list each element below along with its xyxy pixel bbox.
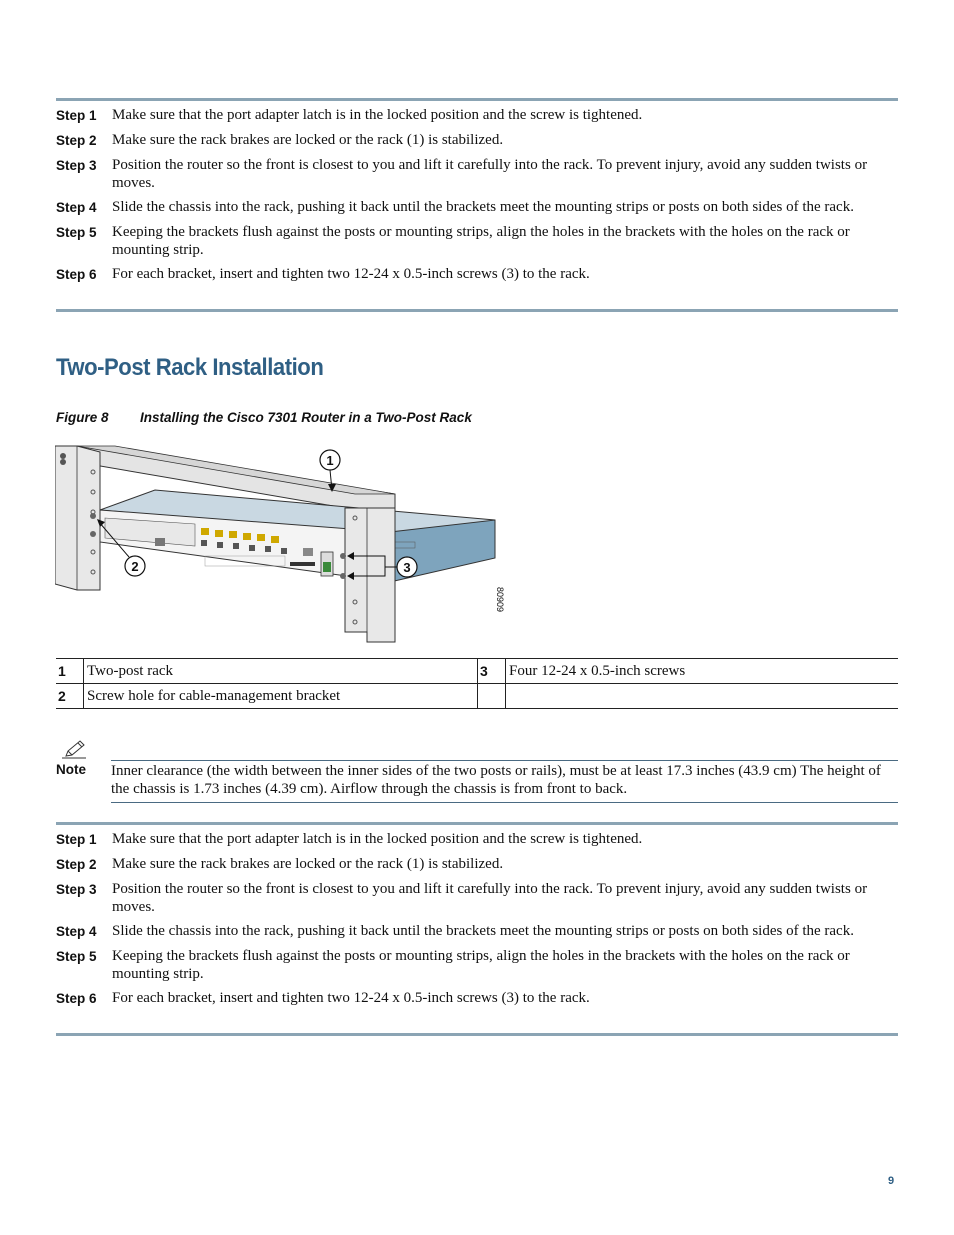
step-text: Make sure the rack brakes are locked or the rack (1) is stabilized. <box>112 856 504 872</box>
table-row <box>56 684 898 709</box>
step-label: Step 2 <box>56 857 97 872</box>
procedure-top-rule <box>56 98 898 101</box>
step-label: Step 1 <box>56 108 97 123</box>
note-bottom-rule <box>111 802 898 803</box>
step-row <box>56 106 898 125</box>
step-label: Step 6 <box>56 991 97 1006</box>
step-label: Step 1 <box>56 832 97 847</box>
procedure-bottom-rule <box>56 309 898 312</box>
step-text: Position the router so the front is closest to you and lift it carefully into the rack. To prevent injury, avoid any sudden twists or moves. <box>112 157 868 191</box>
procedure-bottom-rule <box>56 1033 898 1036</box>
step-text: Keeping the brackets flush against the posts or mounting strips, align the holes in the brackets with the holes on the rack or mounting strip. <box>112 224 850 258</box>
step-text: Make sure that the port adapter latch is in the locked position and the screw is tightened. <box>112 107 643 123</box>
procedure-steps-bottom <box>56 830 898 1014</box>
callout-2-label: 2 <box>131 559 139 574</box>
step-row <box>56 198 898 217</box>
step-row <box>56 922 898 941</box>
legend-number: 2 <box>56 684 84 709</box>
procedure-steps-top <box>56 106 898 290</box>
procedure-top-rule <box>56 822 898 825</box>
step-row <box>56 223 898 259</box>
step-label: Step 4 <box>56 924 97 939</box>
step-row <box>56 880 898 916</box>
legend-description: Four 12-24 x 0.5-inch screws <box>506 659 899 684</box>
legend-description <box>506 684 899 709</box>
section-title: Two-Post Rack Installation <box>56 354 324 381</box>
table-row <box>56 659 898 684</box>
step-text: Make sure the rack brakes are locked or the rack (1) is stabilized. <box>112 132 504 148</box>
note-top-rule <box>111 760 898 761</box>
callout-3-label: 3 <box>403 560 411 575</box>
step-text: Slide the chassis into the rack, pushing it back until the brackets meet the mounting strips or posts on both sides of the rack. <box>112 199 854 215</box>
step-label: Step 6 <box>56 267 97 282</box>
legend-number: 3 <box>478 659 506 684</box>
step-text: Position the router so the front is closest to you and lift it carefully into the rack. To prevent injury, avoid any sudden twists or moves. <box>112 881 868 915</box>
step-row <box>56 947 898 983</box>
step-text: Make sure that the port adapter latch is in the locked position and the screw is tightened. <box>112 831 643 847</box>
step-label: Step 5 <box>56 225 97 240</box>
figure-caption <box>56 410 472 425</box>
legend-description: Screw hole for cable-management bracket <box>84 684 478 709</box>
step-row <box>56 265 898 284</box>
step-label: Step 3 <box>56 882 97 897</box>
step-row <box>56 830 898 849</box>
step-text: For each bracket, insert and tighten two 12-24 x 0.5-inch screws (3) to the rack. <box>112 266 590 282</box>
legend-number <box>478 684 506 709</box>
figure-number: Figure 8 <box>56 410 109 425</box>
pencil-icon <box>62 740 86 760</box>
step-row <box>56 131 898 150</box>
step-row <box>56 156 898 192</box>
note-label: Note <box>56 762 86 777</box>
step-row <box>56 855 898 874</box>
step-text: For each bracket, insert and tighten two 12-24 x 0.5-inch screws (3) to the rack. <box>112 990 590 1006</box>
page-number: 9 <box>888 1175 895 1187</box>
legend-number: 1 <box>56 659 84 684</box>
step-label: Step 4 <box>56 200 97 215</box>
step-label: Step 5 <box>56 949 97 964</box>
step-label: Step 2 <box>56 133 97 148</box>
note-text: Inner clearance (the width between the inner sides of the two posts or rails), must be at least 17.3 inches (43.9 cm) The height of the chassis is 1.73 inches (4.39 cm). Airflow through the chassis is from front to back. <box>111 763 881 797</box>
figure-id: 80909 <box>495 587 505 613</box>
callout-1-label: 1 <box>326 453 334 468</box>
step-row <box>56 989 898 1008</box>
legend-description: Two-post rack <box>84 659 478 684</box>
rack-installation-illustration <box>55 442 505 647</box>
step-text: Slide the chassis into the rack, pushing it back until the brackets meet the mounting strips or posts on both sides of the rack. <box>112 923 854 939</box>
figure-title: Installing the Cisco 7301 Router in a Two-Post Rack <box>140 410 472 425</box>
figure-legend-table <box>56 658 898 709</box>
step-label: Step 3 <box>56 158 97 173</box>
step-text: Keeping the brackets flush against the posts or mounting strips, align the holes in the brackets with the holes on the rack or mounting strip. <box>112 948 850 982</box>
